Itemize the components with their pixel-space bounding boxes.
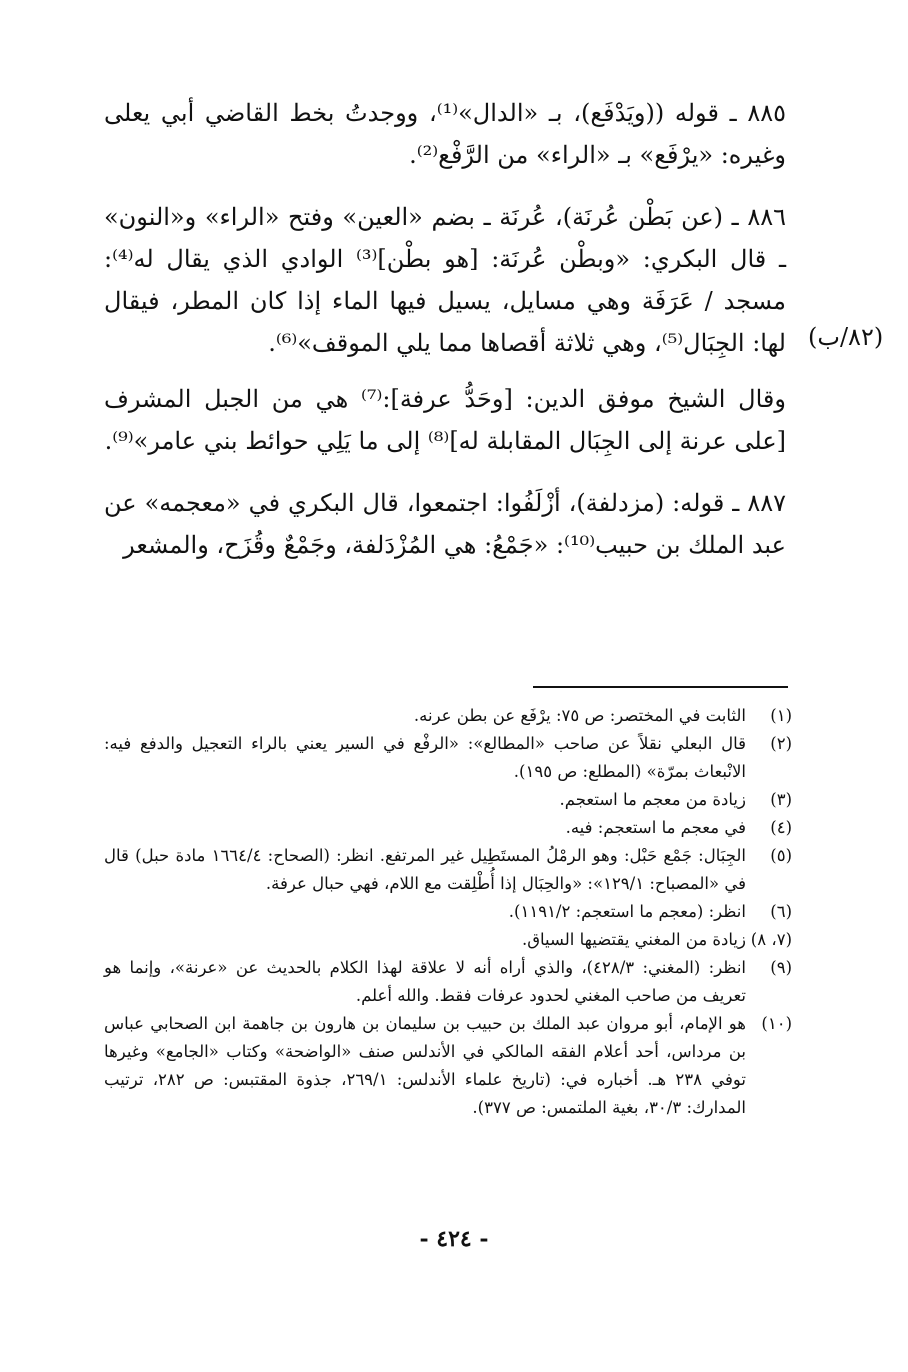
footnote-text: في معجم ما استعجم: فيه. <box>565 818 746 837</box>
footnote <box>104 898 792 926</box>
page-number: - ٤٢٤ - <box>419 1226 489 1252</box>
footnote <box>104 954 792 1010</box>
footnote-number: (٧، ٨) <box>750 930 792 949</box>
footnote-text: زيادة من معجم ما استعجم. <box>559 790 746 809</box>
footnote-number: (٩) <box>770 958 792 977</box>
footnote-text: زيادة من المغني يقتضيها السياق. <box>521 930 746 949</box>
footnote-text: قال البعلي نقلاً عن صاحب «المطالع»: «الرفْع في السير يعني بالراء التعجيل والدفع فيه: الانْبعاث بمرّة» (المطلع: ص ١٩٥). <box>104 734 746 781</box>
footnote-text: الجِبَال: جَمْع حَبْل: وهو الرمْلُ المستَطِيل غير المرتفع. انظر: (الصحاح: ١٦٦٤/٤ مادة حبل) قال في «المصباح: ١٢٩/١»: «والحِبَال إذا أُطْلِقت مع اللام، فهي حبال عرفة. <box>104 846 746 893</box>
footnote-text: هو الإمام، أبو مروان عبد الملك بن حبيب بن سليمان بن هارون بن جاهمة ابن الصحابي عباس بن مرداس، أحد أعلام الفقه المالكي في الأندلس صنف «الواضحة» وكتاب «الجامع» وغيرها توفي ٢٣٨ هـ. أخباره في: (تاريخ علماء الأندلس: ٢٦٩/١، جذوة المقتبس: ص ٢٨٢، ترتيب المدارك: ٣٠/٣، بغية الملتمس: ص ٣٧٧). <box>104 1014 746 1117</box>
footnote-number: (٥) <box>770 846 792 865</box>
footnote <box>104 786 792 814</box>
footnote <box>104 1010 792 1122</box>
paragraph-887: ٨٨٧ ـ قوله: (مزدلفة)، أزْلَفُوا: اجتمعوا، قال البكري في «معجمه» عن عبد الملك بن حبيب⁽¹⁰⁾: «جَمْعُ: هي المُزْدَلفة، وجَمْعٌ وقُزَح، والمشعر <box>104 489 786 559</box>
footnote <box>104 842 792 898</box>
footnote <box>104 814 792 842</box>
paragraph-muwaffaq: وقال الشيخ موفق الدين: [وحَدُّ عرفة]:⁽⁷⁾ هي من الجبل المشرف [على عرنة إلى الجِبَال المقابلة له]⁽⁸⁾ إلى ما يَلِي حوائط بني عامر»⁽⁹⁾. <box>104 385 786 455</box>
footnote-number: (٦) <box>770 902 792 921</box>
footnote-separator <box>533 686 788 688</box>
footnote-number: (٣) <box>770 790 792 809</box>
footnote-number: (٢) <box>770 734 792 753</box>
paragraph-885: ٨٨٥ ـ قوله ((ويَدْفَع)، بـ «الدال»⁽¹⁾، ووجدتُ بخط القاضي أبي يعلى وغيره: «يرْفَع» بـ «الراء» من الرَّفْع⁽²⁾. <box>104 99 786 169</box>
footnote-text: الثابت في المختصر: ص ٧٥: يرْفَع عن بطن عرنه. <box>413 706 746 725</box>
footnotes <box>104 702 792 1122</box>
footnote-text: انظر: (معجم ما استعجم: ١١٩١/٢). <box>508 902 746 921</box>
margin-folio-note: (٨٢/ب) <box>808 323 884 351</box>
footnote <box>104 702 792 730</box>
footnote-number: (٤) <box>770 818 792 837</box>
footnote-number: (١) <box>770 706 792 725</box>
main-text <box>104 92 786 586</box>
footnote-text: انظر: (المغني: ٤٢٨/٣)، والذي أراه أنه لا علاقة لهذا الكلام بالحديث عن «عرنة»، وإنما هو تعريف من صاحب المغني لحدود عرفات فقط. والله أعلم. <box>104 958 747 1005</box>
paragraph-886: ٨٨٦ ـ (عن بَطْن عُرنَة)، عُرنَة ـ بضم «العين» وفتح «الراء» و«النون» ـ قال البكري: «وبطْن عُرنَة: [هو بطْن]⁽³⁾ الوادي الذي يقال له⁽⁴⁾: مسجد / عَرَفَة وهي مسايل، يسيل فيها الماء إذا كان المطر، فيقال لها: الجِبَال⁽⁵⁾، وهي ثلاثة أقصاها مما يلي الموقف»⁽⁶⁾. <box>104 203 786 357</box>
footnote <box>104 926 792 954</box>
footnote-number: (١٠) <box>761 1014 792 1033</box>
footnote <box>104 730 792 786</box>
